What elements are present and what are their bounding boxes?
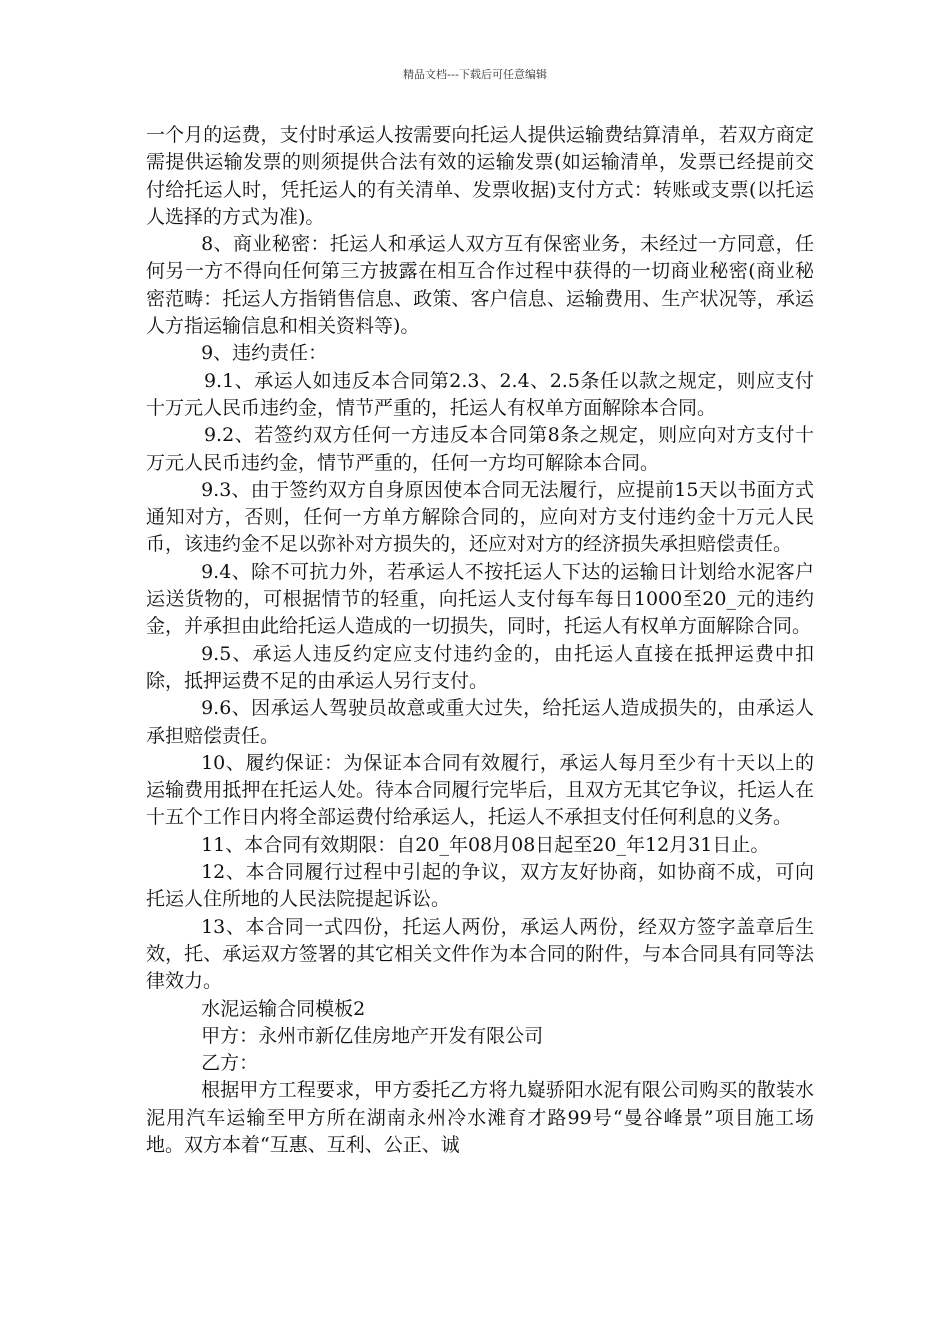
page-header: 精品文档---下载后可任意编辑 (403, 68, 547, 81)
paragraph-clause-13: 13、本合同一式四份，托运人两份，承运人两份，经双方签字盖章后生效，托、承运双方签署的其它相关文件作为本合同的附件，与本合同具有同等法律效力。 (146, 915, 814, 993)
paragraph-payment-terms: 一个月的运费，支付时承运人按需要向托运人提供运输费结算清单，若双方商定需提供运输发票的则须提供合法有效的运输发票(如运输清单，发票已经提前交付给托运人时，凭托运人的有关清单、发票收据)支付方式：转账或支票(以托运人选择的方式为准)。 (146, 124, 814, 228)
paragraph-clause-9-5: 9.5、承运人违反约定应支付违约金的，由托运人直接在抵押运费中扣除，抵押运费不足的由承运人另行支付。 (146, 642, 814, 692)
paragraph-clause-11: 11、本合同有效期限：自20_年08月08日起至20_年12月31日止。 (201, 833, 770, 856)
paragraph-clause-9-6: 9.6、因承运人驾驶员故意或重大过失，给托运人造成损失的，由承运人承担赔偿责任。 (146, 697, 814, 747)
paragraph-clause-9-2: 9.2、若签约双方任何一方违反本合同第8条之规定，则应向对方支付十万元人民币违约金，情节严重的，任何一方均可解除本合同。 (146, 424, 814, 474)
paragraph-clause-8: 8、商业秘密：托运人和承运人双方互有保密业务，未经过一方同意，任何另一方不得向任何第三方披露在相互合作过程中获得的一切商业秘密(商业秘密范畴：托运人方指销售信息、政策、客户信息、运输费用、生产状况等，承运人方指运输信息和相关资料等)。 (146, 233, 814, 338)
paragraph-clause-9-3: 9.3、由于签约双方自身原因使本合同无法履行，应提前15天以书面方式通知对方，否则，任何一方单方解除合同的，应向对方支付违约金十万元人民币，该违约金不足以弥补对方损失的，还应对对方的经济损失承担赔偿责任。 (146, 478, 814, 556)
paragraph-clause-9-4: 9.4、除不可抗力外，若承运人不按托运人下达的运输日计划给水泥客户运送货物的，可根据情节的轻重，向托运人支付每车每日1000至20_元的违约金，并承担由此给托运人造成的一切损失，同时，托运人有权单方面解除合同。 (146, 560, 814, 638)
paragraph-clause-9-1: 9.1、承运人如违反本合同第2.3、2.4、2.5条任以款之规定，则应支付十万元人民币违约金，情节严重的，托运人有权单方面解除本合同。 (146, 369, 814, 419)
paragraph-clause-10: 10、履约保证：为保证本合同有效履行，承运人每月至少有十天以上的运输费用抵押在托运人处。待本合同履行完毕后，且双方无其它争议，托运人在十五个工作日内将全部运费付给承运人，托运人不承担支付任何利息的义务。 (146, 751, 814, 829)
paragraph-clause-9: 9、违约责任： (201, 342, 328, 365)
section-title: 水泥运输合同模板2 (201, 997, 366, 1020)
party-a-line: 甲方：永州市新亿佳房地产开发有限公司 (201, 1024, 544, 1047)
paragraph-clause-12: 12、本合同履行过程中引起的争议，双方友好协商，如协商不成，可向托运人住所地的人民法院提起诉讼。 (146, 861, 814, 911)
document-body (146, 122, 814, 1159)
paragraph-intro: 根据甲方工程要求，甲方委托乙方将九嶷骄阳水泥有限公司购买的散装水泥用汽车运输至甲方所在湖南永州冷水滩育才路99号“曼谷峰景”项目施工场地。双方本着“互惠、互利、公正、诚 (146, 1079, 814, 1156)
party-b-line: 乙方： (201, 1052, 259, 1075)
